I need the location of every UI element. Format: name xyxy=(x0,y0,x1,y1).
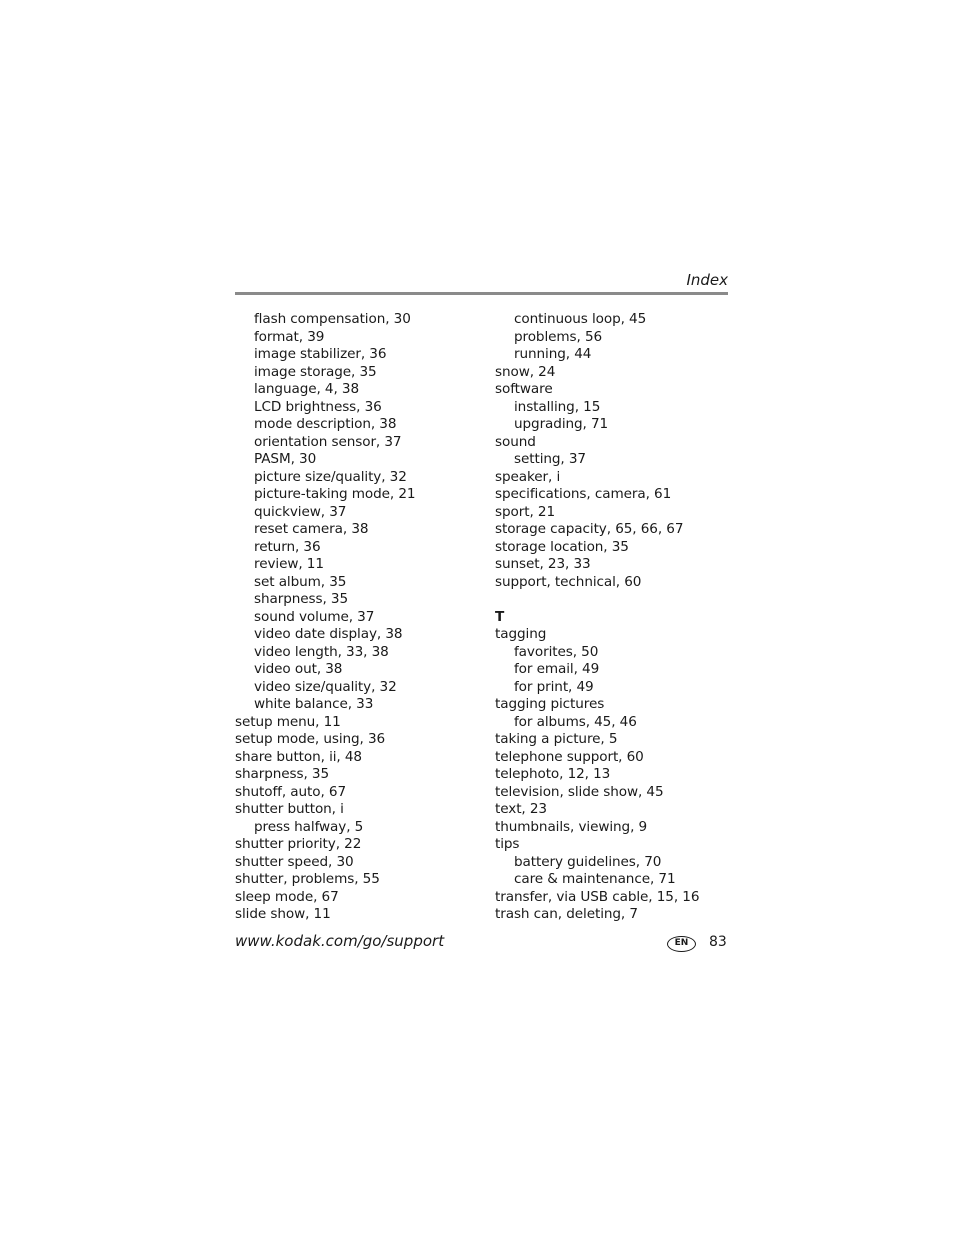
index-entry: television, slide show, 45 xyxy=(495,783,664,800)
index-entry: transfer, via USB cable, 15, 16 xyxy=(495,888,700,905)
index-subentry: battery guidelines, 70 xyxy=(514,853,662,870)
index-entry: setup mode, using, 36 xyxy=(235,731,386,747)
index-entry: specifications, camera, 61 xyxy=(495,486,672,502)
index-subentry: orientation sensor, 37 xyxy=(254,433,402,450)
index-subentry: video out, 38 xyxy=(254,661,343,677)
index-subentry: for print, 49 xyxy=(514,678,594,695)
index-subentry: problems, 56 xyxy=(514,328,603,345)
index-entry: tagging pictures xyxy=(495,696,605,712)
index-entry: setup menu, 11 xyxy=(235,713,341,730)
index-entry: text, 23 xyxy=(495,801,547,817)
index-subentry: video size/quality, 32 xyxy=(254,678,397,695)
index-subentry: return, 36 xyxy=(254,538,321,555)
index-entry: support, technical, 60 xyxy=(495,573,642,590)
index-subentry: for email, 49 xyxy=(514,661,600,677)
index-subentry: mode description, 38 xyxy=(254,416,397,432)
index-subentry: image stabilizer, 36 xyxy=(254,346,387,362)
index-subentry: quickview, 37 xyxy=(254,503,347,520)
language-badge: EN xyxy=(667,936,696,952)
index-entry: software xyxy=(495,381,553,397)
index-entry: storage capacity, 65, 66, 67 xyxy=(495,521,684,537)
header-rule xyxy=(235,292,728,295)
index-subentry: white balance, 33 xyxy=(254,696,374,712)
index-subentry: installing, 15 xyxy=(514,398,601,415)
index-subentry: continuous loop, 45 xyxy=(514,311,647,327)
index-entry: shutter speed, 30 xyxy=(235,853,354,870)
page-number: 83 xyxy=(709,934,727,950)
support-url-link[interactable]: www.kodak.com/go/support xyxy=(235,932,445,950)
index-subentry: set album, 35 xyxy=(254,573,347,590)
section-spacer xyxy=(495,591,735,609)
index-entry: storage location, 35 xyxy=(495,538,629,555)
index-subentry: favorites, 50 xyxy=(514,643,599,660)
index-entry: shutoff, auto, 67 xyxy=(235,783,347,800)
index-entry: sunset, 23, 33 xyxy=(495,556,591,572)
index-subentry: video date display, 38 xyxy=(254,626,403,642)
index-subentry: format, 39 xyxy=(254,328,325,345)
index-entry: snow, 24 xyxy=(495,363,556,380)
index-subentry: PASM, 30 xyxy=(254,451,317,467)
index-entry: sport, 21 xyxy=(495,503,555,520)
index-section-letter: T xyxy=(495,608,505,625)
index-entry: taking a picture, 5 xyxy=(495,731,618,747)
index-subentry: running, 44 xyxy=(514,346,592,362)
index-column-left xyxy=(235,311,485,924)
index-entry: trash can, deleting, 7 xyxy=(495,906,638,922)
index-entry: thumbnails, viewing, 9 xyxy=(495,818,648,835)
index-subentry: LCD brightness, 36 xyxy=(254,398,382,415)
index-entry: shutter, problems, 55 xyxy=(235,871,380,887)
index-subentry: upgrading, 71 xyxy=(514,416,609,432)
index-entry: sleep mode, 67 xyxy=(235,888,339,905)
index-subentry: setting, 37 xyxy=(514,451,586,467)
index-entry: slide show, 11 xyxy=(235,906,331,922)
index-entry: share button, ii, 48 xyxy=(235,748,362,765)
index-subentry: video length, 33, 38 xyxy=(254,643,389,660)
index-subentry: sharpness, 35 xyxy=(254,591,349,607)
index-subentry: language, 4, 38 xyxy=(254,381,360,397)
index-column-right xyxy=(495,311,735,924)
index-subentry: picture-taking mode, 21 xyxy=(254,486,416,502)
running-head-title: Index xyxy=(686,271,728,289)
index-entry: tagging xyxy=(495,626,547,642)
index-entry: shutter button, i xyxy=(235,801,344,817)
index-subentry: reset camera, 38 xyxy=(254,521,369,537)
index-subentry: for albums, 45, 46 xyxy=(514,713,637,730)
index-entry: telephoto, 12, 13 xyxy=(495,766,611,782)
index-subentry: flash compensation, 30 xyxy=(254,311,411,327)
index-subentry: review, 11 xyxy=(254,556,324,572)
index-subentry: care & maintenance, 71 xyxy=(514,871,676,887)
index-subentry: sound volume, 37 xyxy=(254,608,375,625)
index-entry: speaker, i xyxy=(495,468,561,485)
index-entry: sharpness, 35 xyxy=(235,766,330,782)
index-entry: telephone support, 60 xyxy=(495,748,644,765)
index-entry: tips xyxy=(495,836,520,852)
index-entry: sound xyxy=(495,433,536,450)
index-entry: shutter priority, 22 xyxy=(235,836,362,852)
index-subentry: picture size/quality, 32 xyxy=(254,468,407,485)
index-subentry: image storage, 35 xyxy=(254,363,377,380)
index-subentry: press halfway, 5 xyxy=(254,818,364,835)
